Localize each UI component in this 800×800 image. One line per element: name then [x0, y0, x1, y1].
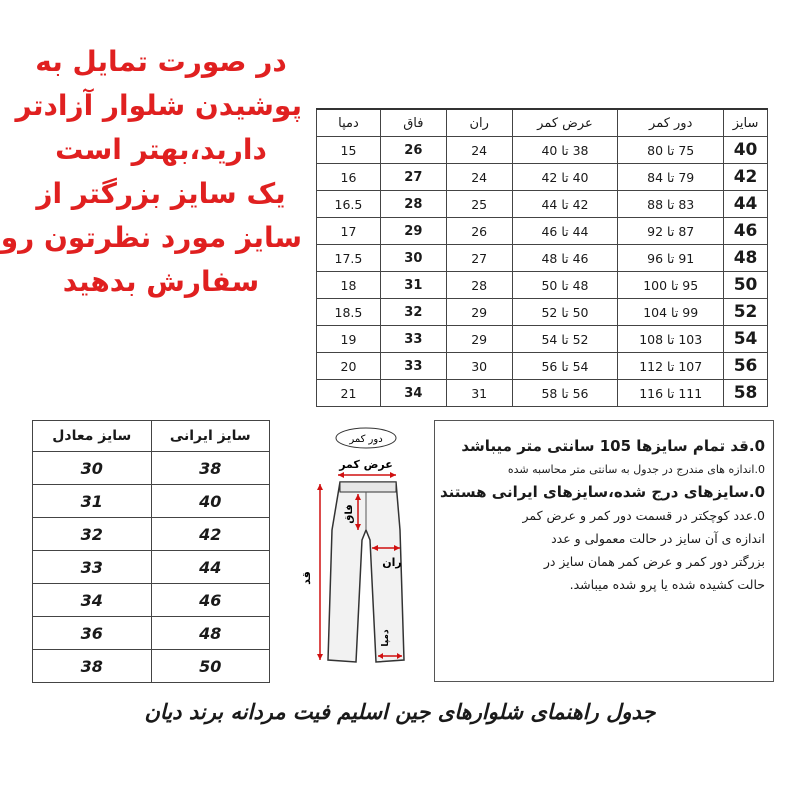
cell-hem: 16.5 — [317, 191, 381, 218]
header-size: سایز — [724, 109, 768, 137]
info-line: بزرگتر دور کمر و عرض کمر همان سایز در — [543, 554, 765, 569]
cell-waist-width: 50 تا 52 — [512, 299, 618, 326]
cell-thigh: 30 — [446, 353, 512, 380]
table-row — [317, 191, 768, 218]
cell-size: 52 — [724, 299, 768, 326]
cell-waist: 87 تا 92 — [618, 218, 724, 245]
info-line: حالت کشیده شده یا پرو شده میباشد. — [569, 577, 765, 592]
cell-waist: 91 تا 96 — [618, 245, 724, 272]
header-equivalent-size: سایز معادل — [33, 421, 152, 452]
cell-iranian: 48 — [151, 617, 270, 650]
rise-label: فاق — [344, 504, 355, 524]
cell-size: 58 — [724, 380, 768, 407]
cell-hem: 15 — [317, 137, 381, 164]
cell-hem: 18.5 — [317, 299, 381, 326]
thigh-label: ران — [382, 556, 402, 569]
cell-thigh: 28 — [446, 272, 512, 299]
header-hem: دمپا — [317, 109, 381, 137]
cell-waist-width: 38 تا 40 — [512, 137, 618, 164]
cell-size: 50 — [724, 272, 768, 299]
cell-thigh: 26 — [446, 218, 512, 245]
table-row — [33, 617, 270, 650]
note-line: دارید،بهتر است — [55, 133, 267, 166]
info-line: اندازه ی آن سایز در حالت معمولی و عدد — [551, 531, 765, 546]
cell-size: 46 — [724, 218, 768, 245]
cell-size: 44 — [724, 191, 768, 218]
cell-waist: 111 تا 116 — [618, 380, 724, 407]
cell-size: 40 — [724, 137, 768, 164]
cell-thigh: 24 — [446, 137, 512, 164]
header-waist: دور کمر — [618, 109, 724, 137]
cell-rise: 32 — [380, 299, 446, 326]
size-chart-table — [316, 108, 768, 407]
table-row — [33, 485, 270, 518]
cell-rise: 34 — [380, 380, 446, 407]
table-row — [317, 218, 768, 245]
cell-rise: 30 — [380, 245, 446, 272]
cell-size: 48 — [724, 245, 768, 272]
note-line: سفارش بدهید — [62, 265, 260, 298]
cell-rise: 28 — [380, 191, 446, 218]
cell-equivalent: 32 — [33, 518, 152, 551]
note-line: در صورت تمایل به — [35, 45, 287, 78]
arrow-head — [317, 484, 323, 490]
cell-thigh: 27 — [446, 245, 512, 272]
cell-size: 54 — [724, 326, 768, 353]
header-iranian-size: سایز ایرانی — [151, 421, 270, 452]
cell-size: 42 — [724, 164, 768, 191]
cell-waist-width: 54 تا 56 — [512, 353, 618, 380]
cell-waist-width: 46 تا 48 — [512, 245, 618, 272]
cell-waist: 107 تا 112 — [618, 353, 724, 380]
arrow-head — [338, 472, 344, 478]
table-row — [317, 137, 768, 164]
cell-waist-width: 52 تا 54 — [512, 326, 618, 353]
cell-waist: 99 تا 104 — [618, 299, 724, 326]
table-row — [317, 353, 768, 380]
info-line: 0.قد تمام سایزها 105 سانتی متر میباشد — [461, 437, 765, 455]
table-row — [317, 326, 768, 353]
arrow-head — [390, 472, 396, 478]
cell-waist: 79 تا 84 — [618, 164, 724, 191]
cell-waist: 75 تا 80 — [618, 137, 724, 164]
cell-thigh: 31 — [446, 380, 512, 407]
table-row — [317, 380, 768, 407]
equivalent-size-table — [32, 420, 270, 683]
waist-label: دور کمر — [349, 434, 383, 445]
length-label: قد — [300, 571, 313, 585]
cell-iranian: 42 — [151, 518, 270, 551]
cell-equivalent: 34 — [33, 584, 152, 617]
cell-waist-width: 56 تا 58 — [512, 380, 618, 407]
table-row — [33, 551, 270, 584]
header-thigh: ران — [446, 109, 512, 137]
info-line: 0.عدد کوچکتر در قسمت دور کمر و عرض کمر — [522, 508, 765, 523]
header-waist-width: عرض کمر — [512, 109, 618, 137]
note-line: یک سایز بزرگتر از — [36, 177, 286, 210]
trouser-diagram — [300, 420, 432, 680]
cell-rise: 29 — [380, 218, 446, 245]
info-notes-box — [434, 420, 774, 682]
cell-waist-width: 44 تا 46 — [512, 218, 618, 245]
table-row — [317, 245, 768, 272]
note-line: پوشیدن شلوار آزادتر — [15, 89, 302, 122]
cell-rise: 33 — [380, 353, 446, 380]
page-caption: جدول راهنمای شلوارهای جین اسلیم فیت مردانه برند دیان — [144, 700, 656, 724]
cell-thigh: 29 — [446, 299, 512, 326]
cell-iranian: 40 — [151, 485, 270, 518]
cell-waist: 95 تا 100 — [618, 272, 724, 299]
hem-label: دمپا — [381, 629, 391, 647]
cell-thigh: 29 — [446, 326, 512, 353]
cell-waist-width: 40 تا 42 — [512, 164, 618, 191]
header-rise: فاق — [380, 109, 446, 137]
cell-iranian: 46 — [151, 584, 270, 617]
cell-rise: 31 — [380, 272, 446, 299]
cell-hem: 18 — [317, 272, 381, 299]
arrow-head — [317, 654, 323, 660]
table-row — [317, 272, 768, 299]
cell-rise: 33 — [380, 326, 446, 353]
cell-equivalent: 36 — [33, 617, 152, 650]
cell-iranian: 50 — [151, 650, 270, 683]
cell-size: 56 — [724, 353, 768, 380]
size-advice-note — [0, 40, 302, 304]
cell-waist: 83 تا 88 — [618, 191, 724, 218]
table-row — [33, 518, 270, 551]
table-row — [33, 452, 270, 485]
cell-equivalent: 30 — [33, 452, 152, 485]
table-row — [33, 650, 270, 683]
cell-hem: 19 — [317, 326, 381, 353]
cell-waist-width: 42 تا 44 — [512, 191, 618, 218]
cell-hem: 17 — [317, 218, 381, 245]
table-header-row — [33, 421, 270, 452]
cell-thigh: 25 — [446, 191, 512, 218]
cell-iranian: 44 — [151, 551, 270, 584]
cell-equivalent: 38 — [33, 650, 152, 683]
cell-waist: 103 تا 108 — [618, 326, 724, 353]
cell-rise: 26 — [380, 137, 446, 164]
cell-rise: 27 — [380, 164, 446, 191]
table-row — [33, 584, 270, 617]
waistband — [340, 482, 396, 492]
cell-thigh: 24 — [446, 164, 512, 191]
cell-waist-width: 48 تا 50 — [512, 272, 618, 299]
info-line: 0.سایزهای درج شده،سایزهای ایرانی هستند — [439, 483, 765, 501]
cell-iranian: 38 — [151, 452, 270, 485]
table-row — [317, 164, 768, 191]
info-line: 0.اندازه های مندرج در جدول به سانتی متر محاسبه شده — [507, 463, 765, 476]
cell-hem: 16 — [317, 164, 381, 191]
cell-equivalent: 33 — [33, 551, 152, 584]
waist-width-label: عرض کمر — [339, 458, 393, 471]
cell-hem: 20 — [317, 353, 381, 380]
table-header-row — [317, 109, 768, 137]
note-line: سایز مورد نظرتون رو — [0, 221, 302, 254]
cell-equivalent: 31 — [33, 485, 152, 518]
table-row — [317, 299, 768, 326]
cell-hem: 17.5 — [317, 245, 381, 272]
cell-hem: 21 — [317, 380, 381, 407]
